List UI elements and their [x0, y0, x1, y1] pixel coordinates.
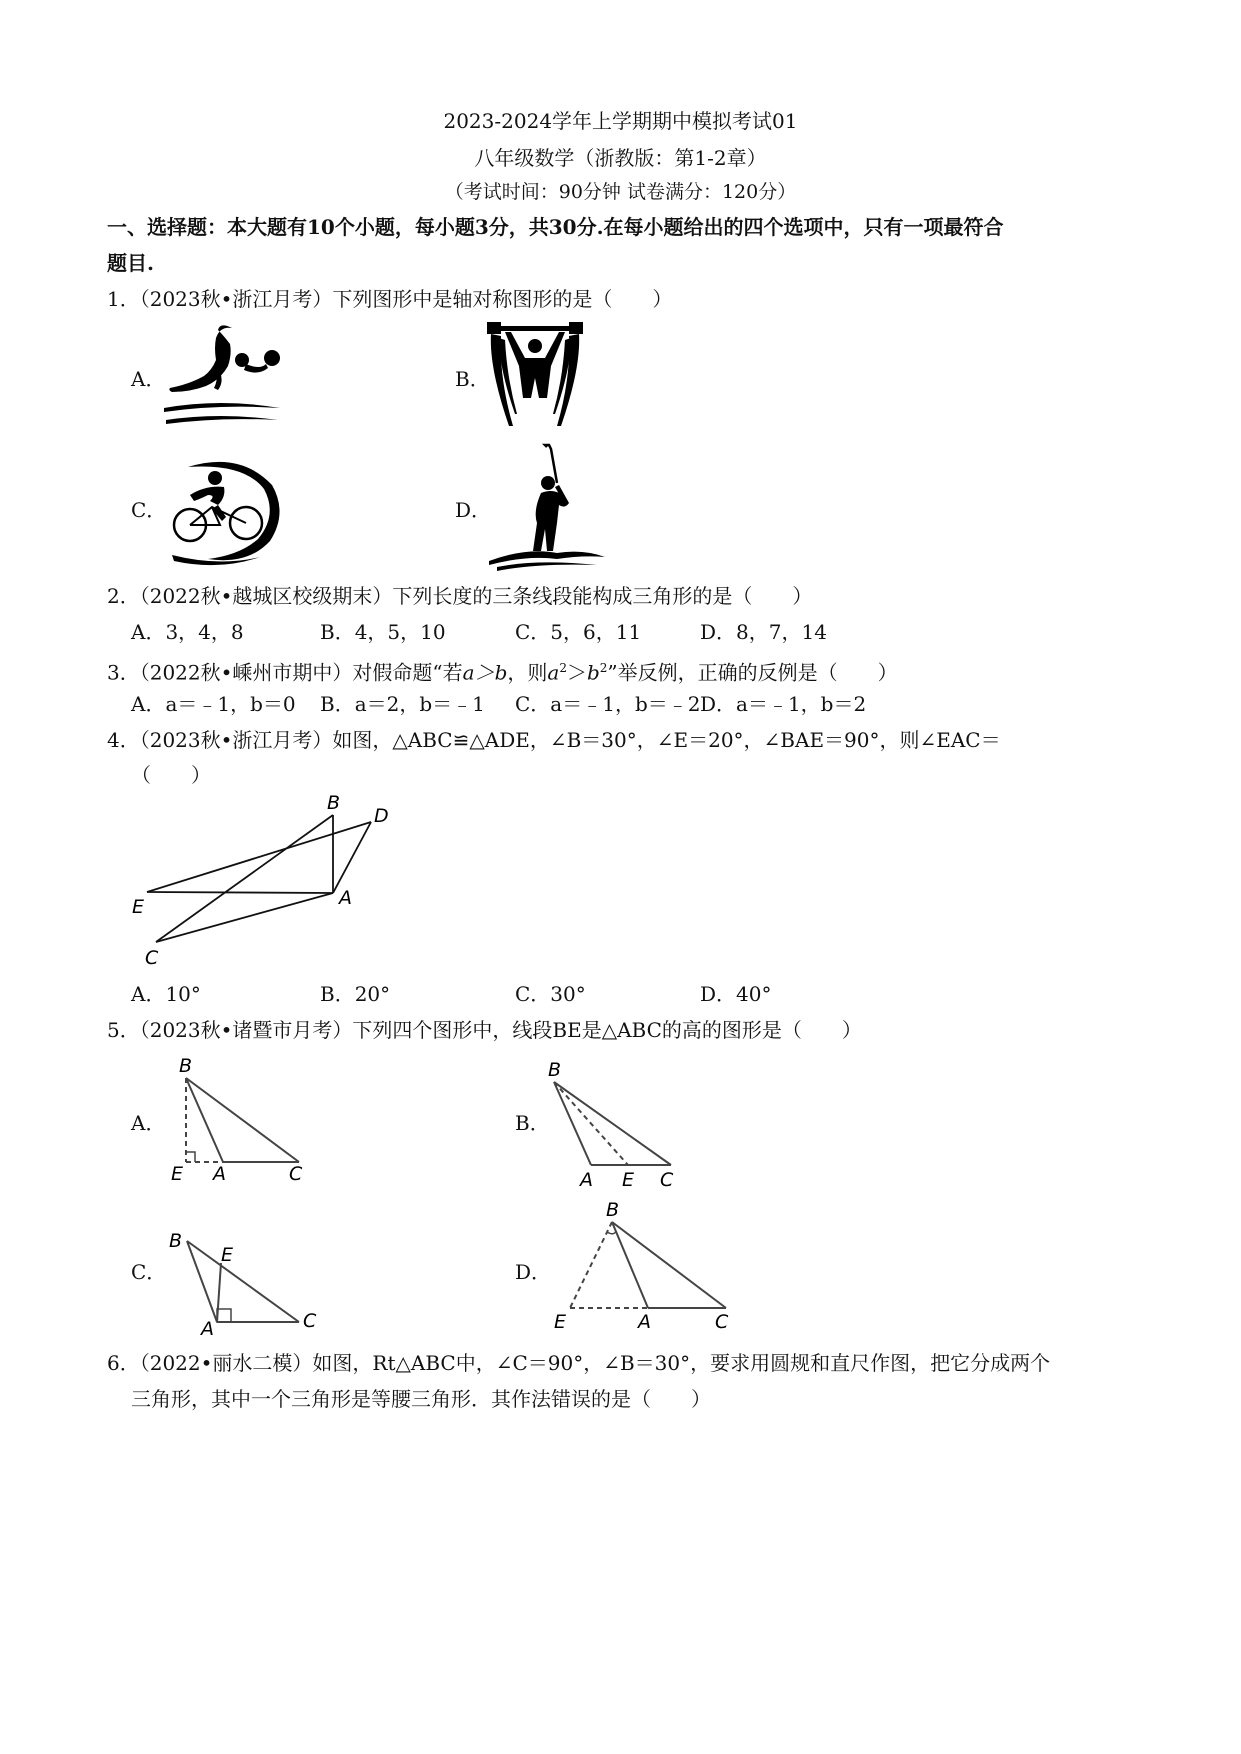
q5a-point-e: E: [171, 1163, 184, 1185]
q4-option-d[interactable]: D．40°: [700, 982, 772, 1006]
q2-option-b[interactable]: B．4，5，10: [320, 620, 446, 644]
exam-subtitle: 八年级数学（浙教版：第1-2章）: [474, 146, 767, 170]
q4-point-d: D: [374, 805, 389, 827]
section-heading-line1: 一、选择题：本大题有10个小题，每小题3分，共30分.在每小题给出的四个选项中，只有一项最符合: [107, 215, 1004, 239]
q5a-point-a: A: [213, 1163, 226, 1185]
volleyball-player-icon: [160, 320, 285, 430]
q4-option-a[interactable]: A．10°: [131, 982, 201, 1006]
q2-option-c[interactable]: C．5，6，11: [515, 620, 642, 644]
q5c-point-a: A: [201, 1318, 214, 1340]
q4-stem: 4．（2023秋•浙江月考）如图，△ABC≌△ADE，∠B＝30°，∠E＝20°，∠BAE＝90°，则∠EAC＝: [107, 728, 1001, 752]
q5b-point-b: B: [548, 1059, 562, 1081]
q1-stem: 1．（2023秋•浙江月考）下列图形中是轴对称图形的是（ ）: [107, 287, 673, 311]
golfer-icon: [487, 443, 607, 571]
q4-triangle-figure: [125, 790, 405, 975]
q5-option-b-label: B．: [515, 1111, 550, 1135]
q2-option-a[interactable]: A．3，4，8: [131, 620, 244, 644]
q4-point-c: C: [145, 947, 159, 969]
q5b-point-c: C: [660, 1169, 674, 1191]
q3-option-d[interactable]: D．a＝﹣1，b＝2: [700, 692, 867, 716]
q3-option-a[interactable]: A．a＝﹣1，b＝0: [131, 692, 296, 716]
exam-info: （考试时间：90分钟 试卷满分：120分）: [444, 181, 797, 203]
q5a-point-c: C: [289, 1163, 303, 1185]
q5-figure-a: [165, 1050, 315, 1190]
q4-point-b: B: [327, 792, 341, 814]
q5-figure-b: [540, 1055, 690, 1195]
weightlifter-icon: [485, 318, 585, 430]
section-heading-line2: 题目.: [107, 251, 154, 275]
cyclist-icon: [160, 455, 290, 570]
q5c-point-b: B: [169, 1230, 183, 1252]
q5b-point-a: A: [580, 1169, 593, 1191]
q5-stem: 5．（2023秋•诸暨市月考）下列四个图形中，线段BE是△ABC的高的图形是（ ）: [107, 1018, 862, 1042]
q6-stem-line2: 三角形，其中一个三角形是等腰三角形．其作法错误的是（ ）: [131, 1387, 711, 1411]
exam-title: 2023-2024学年上学期期中模拟考试01: [443, 109, 798, 133]
q4-option-c[interactable]: C．30°: [515, 982, 586, 1006]
q1-option-a-label: A．: [131, 367, 166, 391]
q6-stem: 6．（2022•丽水二模）如图，Rt△ABC中，∠C＝90°，∠B＝30°，要求用圆规和直尺作图，把它分成两个: [107, 1351, 1051, 1375]
q4-point-a: A: [339, 887, 352, 909]
q5-figure-d: [550, 1200, 740, 1335]
q5d-point-e: E: [554, 1311, 567, 1333]
q2-option-d[interactable]: D．8，7，14: [700, 620, 827, 644]
q5d-point-a: A: [638, 1311, 651, 1333]
q5-figure-c: [165, 1225, 325, 1340]
q5c-point-e: E: [221, 1244, 234, 1266]
q1-option-c-label: C．: [131, 498, 167, 522]
q5c-point-c: C: [303, 1310, 317, 1332]
q1-option-d-label: D．: [455, 498, 492, 522]
q3-stem: 3．（2022秋•嵊州市期中）对假命题“若a＞b，则$a^2>b^2$”举反例，正确的反例是（ ）: [107, 660, 898, 685]
q3-option-c[interactable]: C．a＝﹣1，b＝﹣2: [515, 692, 701, 716]
q5-option-a-label: A．: [131, 1111, 166, 1135]
q3-option-b[interactable]: B．a＝2，b＝﹣1: [320, 692, 485, 716]
q4-point-e: E: [132, 896, 145, 918]
q5d-point-b: B: [606, 1199, 620, 1221]
q5b-point-e: E: [622, 1169, 635, 1191]
q4-option-b[interactable]: B．20°: [320, 982, 391, 1006]
q5a-point-b: B: [179, 1055, 193, 1077]
q5-option-c-label: C．: [131, 1260, 167, 1284]
q5d-point-c: C: [715, 1311, 729, 1333]
q4-stem-line2: （ ）: [131, 763, 211, 787]
q2-stem: 2．（2022秋•越城区校级期末）下列长度的三条线段能构成三角形的是（ ）: [107, 584, 813, 608]
q5-option-d-label: D．: [515, 1260, 552, 1284]
q3-condition: a＞b: [462, 660, 508, 685]
q1-option-b-label: B．: [455, 367, 490, 391]
